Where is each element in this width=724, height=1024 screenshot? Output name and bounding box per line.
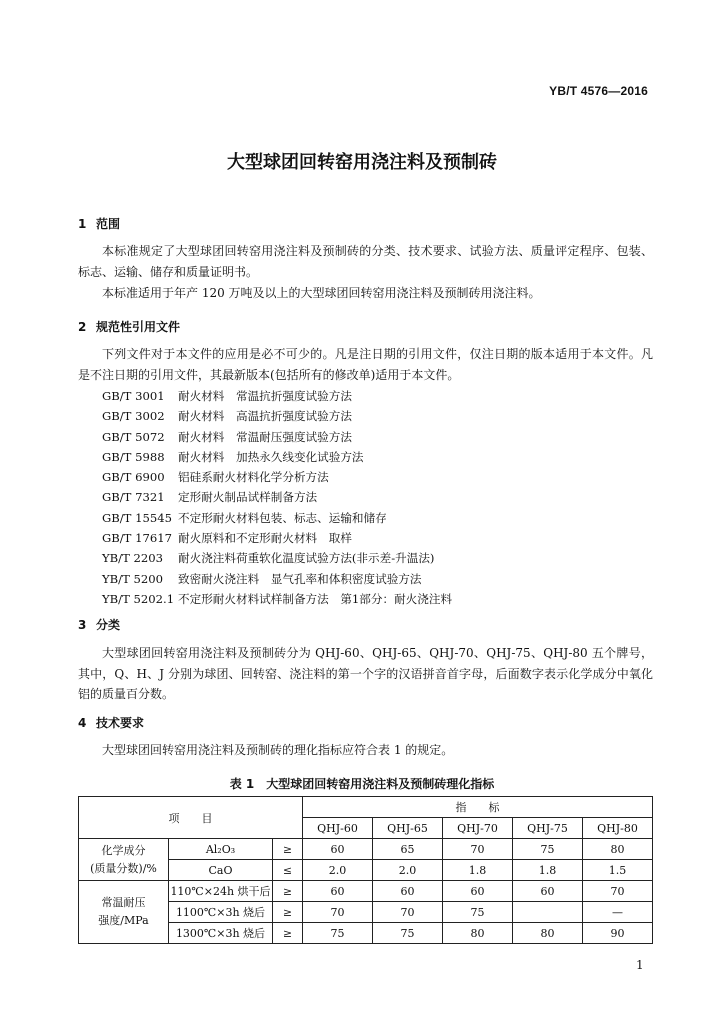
table-row	[79, 839, 653, 860]
section-number: 3	[78, 618, 87, 632]
section-title: 范围	[96, 217, 121, 231]
table-cell: 2.0	[303, 860, 373, 881]
comparison-operator: ≥	[273, 839, 303, 860]
classification-paragraph: 大型球团回转窑用浇注料及预制砖分为 QHJ-60、QHJ-65、QHJ-70、QHJ-75、QHJ-80 五个牌号，其中，Q、H、J 分别为球团、回转窑、浇注料的第一个字的汉语拼音首字母，后面数字表示化学成分中氧化铝的质量百分数。	[78, 646, 653, 701]
group-label-line: 常温耐压	[101, 896, 146, 909]
table-cell: 1.8	[513, 860, 583, 881]
reference-code: GB/T 17617	[102, 531, 172, 546]
table-cell: 80	[513, 923, 583, 944]
reference-title: 致密耐火浇注料 显气孔率和体积密度试验方法	[178, 571, 422, 586]
comparison-operator: ≤	[273, 860, 303, 881]
reference-item	[102, 508, 452, 528]
table-cell: 2.0	[373, 860, 443, 881]
comparison-operator: ≥	[273, 923, 303, 944]
item-header: 项 目	[79, 797, 303, 839]
reference-title: 耐火浇注料荷重软化温度试验方法(非示差-升温法)	[178, 551, 435, 566]
section-title: 规范性引用文件	[96, 320, 181, 334]
table-cell: 60	[513, 881, 583, 902]
group-label-strength	[79, 881, 169, 944]
table-cell: 75	[373, 923, 443, 944]
table-cell: 70	[443, 839, 513, 860]
grade-header: QHJ-65	[373, 818, 443, 839]
reference-title: 不定形耐火材料试样制备方法 第1部分：耐火浇注料	[178, 591, 453, 606]
reference-item	[102, 569, 452, 589]
reference-code: YB/T 5202.1	[102, 591, 175, 606]
table-cell: 75	[513, 839, 583, 860]
property-name: 1300℃×3h 烧后	[169, 923, 273, 944]
group-label-line: (质量分数)/%	[90, 861, 157, 875]
document-title: 大型球团回转窑用浇注料及预制砖	[227, 152, 497, 173]
reference-title: 耐火材料 常温抗折强度试验方法	[178, 389, 352, 403]
table-cell: 70	[303, 902, 373, 923]
table-caption: 表 1 大型球团回转窑用浇注料及预制砖理化指标	[229, 777, 495, 791]
reference-code: GB/T 5988	[102, 449, 165, 464]
table-cell: 80	[443, 923, 513, 944]
reference-list	[102, 386, 452, 609]
grade-header: QHJ-75	[513, 818, 583, 839]
reference-item	[102, 386, 452, 406]
table-cell: 60	[443, 881, 513, 902]
section-number: 4	[78, 716, 87, 730]
section-title: 技术要求	[96, 716, 145, 730]
grade-header: QHJ-60	[303, 818, 373, 839]
comparison-operator: ≥	[273, 881, 303, 902]
table-cell: 60	[303, 839, 373, 860]
table-cell: 1.8	[443, 860, 513, 881]
index-header: 指 标	[303, 797, 653, 818]
reference-title: 耐火材料 高温抗折强度试验方法	[178, 409, 352, 424]
table-cell: 70	[373, 902, 443, 923]
page-number: 1	[636, 958, 644, 972]
reference-title: 耐火材料 加热永久线变化试验方法	[178, 449, 364, 464]
property-name: 1100℃×3h 烧后	[169, 902, 273, 923]
reference-item	[102, 406, 452, 426]
section-heading-requirements	[78, 714, 144, 731]
table-cell: 65	[373, 839, 443, 860]
scope-paragraph-1: 本标准规定了大型球团回转窑用浇注料及预制砖的分类、技术要求、试验方法、质量评定程序、包装、标志、运输、储存和质量证明书。	[78, 244, 653, 279]
table-cell: 75	[443, 902, 513, 923]
reference-item	[102, 487, 452, 507]
section-number: 2	[78, 320, 87, 334]
section-number: 1	[78, 217, 87, 231]
reference-title: 定形耐火制品试样制备方法	[178, 490, 318, 505]
reference-item	[102, 427, 452, 447]
table-row	[79, 881, 653, 902]
property-name: 110℃×24h 烘干后	[169, 881, 273, 902]
section-heading-normative	[78, 318, 180, 335]
group-label-chemical	[79, 839, 169, 881]
section-heading-scope	[78, 215, 120, 232]
reference-code: GB/T 5072	[102, 429, 165, 444]
reference-title: 铝硅系耐火材料化学分析方法	[178, 470, 329, 485]
scope-paragraph-2: 本标准适用于年产 120 万吨及以上的大型球团回转窑用浇注料及预制砖用浇注料。	[102, 286, 541, 300]
property-name: CaO	[169, 860, 273, 881]
reference-item	[102, 447, 452, 467]
reference-code: GB/T 15545	[102, 510, 172, 525]
table-cell: 90	[583, 923, 653, 944]
standard-code: YB/T 4576—2016	[549, 84, 648, 98]
table-cell: 70	[583, 881, 653, 902]
table-cell: 60	[373, 881, 443, 902]
reference-code: GB/T 3001	[102, 389, 165, 403]
reference-item	[102, 467, 452, 487]
reference-code: GB/T 7321	[102, 490, 165, 505]
table-header-row	[79, 797, 653, 818]
property-name: Al₂O₃	[169, 839, 273, 860]
reference-code: YB/T 2203	[102, 551, 164, 566]
reference-code: GB/T 6900	[102, 470, 165, 485]
table-cell: 80	[583, 839, 653, 860]
properties-table	[78, 796, 653, 944]
table-cell: 1.5	[583, 860, 653, 881]
reference-code: GB/T 3002	[102, 409, 165, 424]
comparison-operator: ≥	[273, 902, 303, 923]
group-label-line: 强度/MPa	[98, 914, 149, 927]
table-cell	[513, 902, 583, 923]
table-cell: 60	[303, 881, 373, 902]
section-title: 分类	[96, 618, 121, 632]
grade-header: QHJ-70	[443, 818, 513, 839]
table-cell: 75	[303, 923, 373, 944]
normative-intro: 下列文件对于本文件的应用是必不可少的。凡是注日期的引用文件，仅注日期的版本适用于本文件。凡是不注日期的引用文件，其最新版本(包括所有的修改单)适用于本文件。	[78, 347, 653, 382]
section-heading-classification	[78, 616, 120, 633]
reference-item	[102, 528, 452, 548]
reference-title: 耐火原料和不定形耐火材料 取样	[178, 531, 352, 546]
group-label-line: 化学成分	[101, 843, 146, 857]
reference-code: YB/T 5200	[102, 571, 164, 586]
reference-item	[102, 548, 452, 568]
reference-title: 不定形耐火材料包装、标志、运输和储存	[178, 510, 387, 525]
requirements-paragraph: 大型球团回转窑用浇注料及预制砖的理化指标应符合表 1 的规定。	[102, 743, 454, 757]
table-cell: —	[583, 902, 653, 923]
reference-title: 耐火材料 常温耐压强度试验方法	[178, 429, 352, 444]
reference-item	[102, 589, 452, 609]
grade-header: QHJ-80	[583, 818, 653, 839]
